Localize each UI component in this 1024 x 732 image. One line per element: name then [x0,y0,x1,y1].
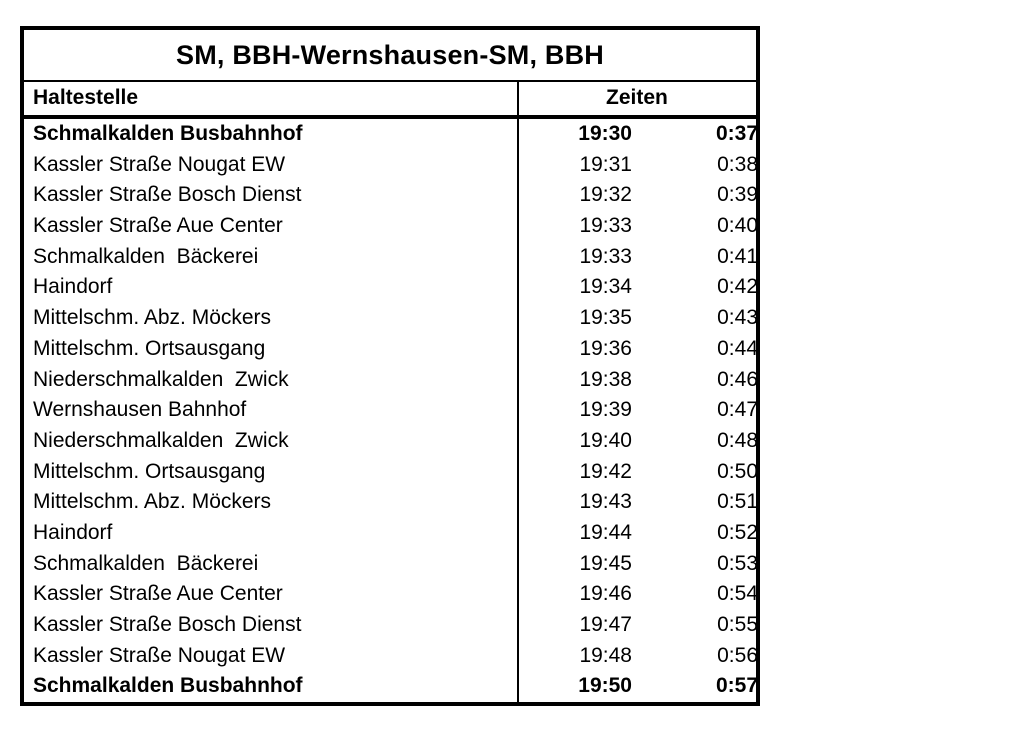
stop-name: Mittelschm. Ortsausgang [33,336,266,360]
table-row [24,395,756,426]
departure-time-2: 0:57 [715,674,758,698]
departure-time-2: 0:54 [717,582,758,606]
departure-time-1: 19:40 [579,428,632,452]
departure-time-2: 0:41 [717,244,758,268]
departure-time-1: 19:46 [579,582,632,606]
departure-time-1: 19:44 [579,520,632,544]
departure-time-2: 0:47 [717,398,758,422]
departure-time-2: 0:56 [717,643,758,667]
table-row [24,426,756,457]
table-row [24,579,756,610]
departure-time-1: 19:50 [578,674,632,698]
table-row [24,365,756,396]
header-row [24,82,756,119]
table-row [24,457,756,488]
table-row [24,242,756,273]
departure-time-2: 0:38 [717,152,758,176]
timetable-rows [24,119,756,702]
timetable-title: SM, BBH-Wernshausen-SM, BBH [24,30,756,82]
departure-time-1: 19:43 [579,490,632,514]
departure-time-1: 19:35 [579,306,632,330]
timetable [20,26,760,706]
table-row [24,610,756,641]
table-row [24,180,756,211]
stop-name: Schmalkalden Bäckerei [33,551,259,575]
stop-name: Kassler Straße Bosch Dienst [33,183,302,207]
table-row [24,150,756,181]
departure-time-2: 0:51 [717,490,758,514]
stop-name: Mittelschm. Ortsausgang [33,459,266,483]
departure-time-1: 19:36 [579,336,632,360]
stop-name: Schmalkalden Busbahnhof [33,674,303,698]
departure-time-2: 0:48 [717,428,758,452]
departure-time-1: 19:33 [579,214,632,238]
table-row [24,272,756,303]
stop-name: Mittelschm. Abz. Möckers [33,306,272,330]
departure-time-1: 19:31 [579,152,632,176]
stop-name: Kassler Straße Nougat EW [33,643,286,667]
departure-time-1: 19:30 [578,122,632,145]
departure-time-1: 19:34 [579,275,632,299]
stop-name: Niederschmalkalden Zwick [33,367,289,391]
stop-name: Kassler Straße Nougat EW [33,152,286,176]
departure-time-1: 19:33 [579,244,632,268]
departure-time-2: 0:50 [717,459,758,483]
stop-name: Niederschmalkalden Zwick [33,428,289,452]
stop-name: Schmalkalden Bäckerei [33,244,259,268]
departure-time-2: 0:43 [717,306,758,330]
table-row [24,211,756,242]
table-row [24,518,756,549]
departure-time-1: 19:39 [579,398,632,422]
stop-name: Haindorf [33,520,113,544]
stop-name: Schmalkalden Busbahnhof [33,122,303,145]
departure-time-2: 0:46 [717,367,758,391]
table-row [24,303,756,334]
departure-time-2: 0:55 [717,613,758,636]
departure-time-2: 0:39 [717,183,758,207]
departure-time-1: 19:45 [579,551,632,575]
departure-time-2: 0:37 [715,122,758,145]
departure-time-2: 0:52 [717,520,758,544]
departure-time-2: 0:42 [717,275,758,299]
stop-name: Kassler Straße Bosch Dienst [33,613,302,636]
stop-name: Kassler Straße Aue Center [33,214,283,238]
header-times: Zeiten [606,86,668,109]
stop-name: Haindorf [33,275,113,299]
departure-time-2: 0:44 [717,336,758,360]
table-row [24,119,756,150]
table-row [24,487,756,518]
stop-name: Wernshausen Bahnhof [33,398,247,422]
departure-time-2: 0:53 [717,551,758,575]
departure-time-1: 19:38 [579,367,632,391]
header-stop: Haltestelle [33,86,139,109]
departure-time-2: 0:40 [717,214,758,238]
departure-time-1: 19:42 [579,459,632,483]
stop-name: Mittelschm. Abz. Möckers [33,490,272,514]
table-row [24,334,756,365]
departure-time-1: 19:32 [579,183,632,207]
table-row [24,671,756,702]
table-row [24,549,756,580]
departure-time-1: 19:47 [579,613,632,636]
stop-name: Kassler Straße Aue Center [33,582,283,606]
departure-time-1: 19:48 [579,643,632,667]
table-row [24,641,756,672]
